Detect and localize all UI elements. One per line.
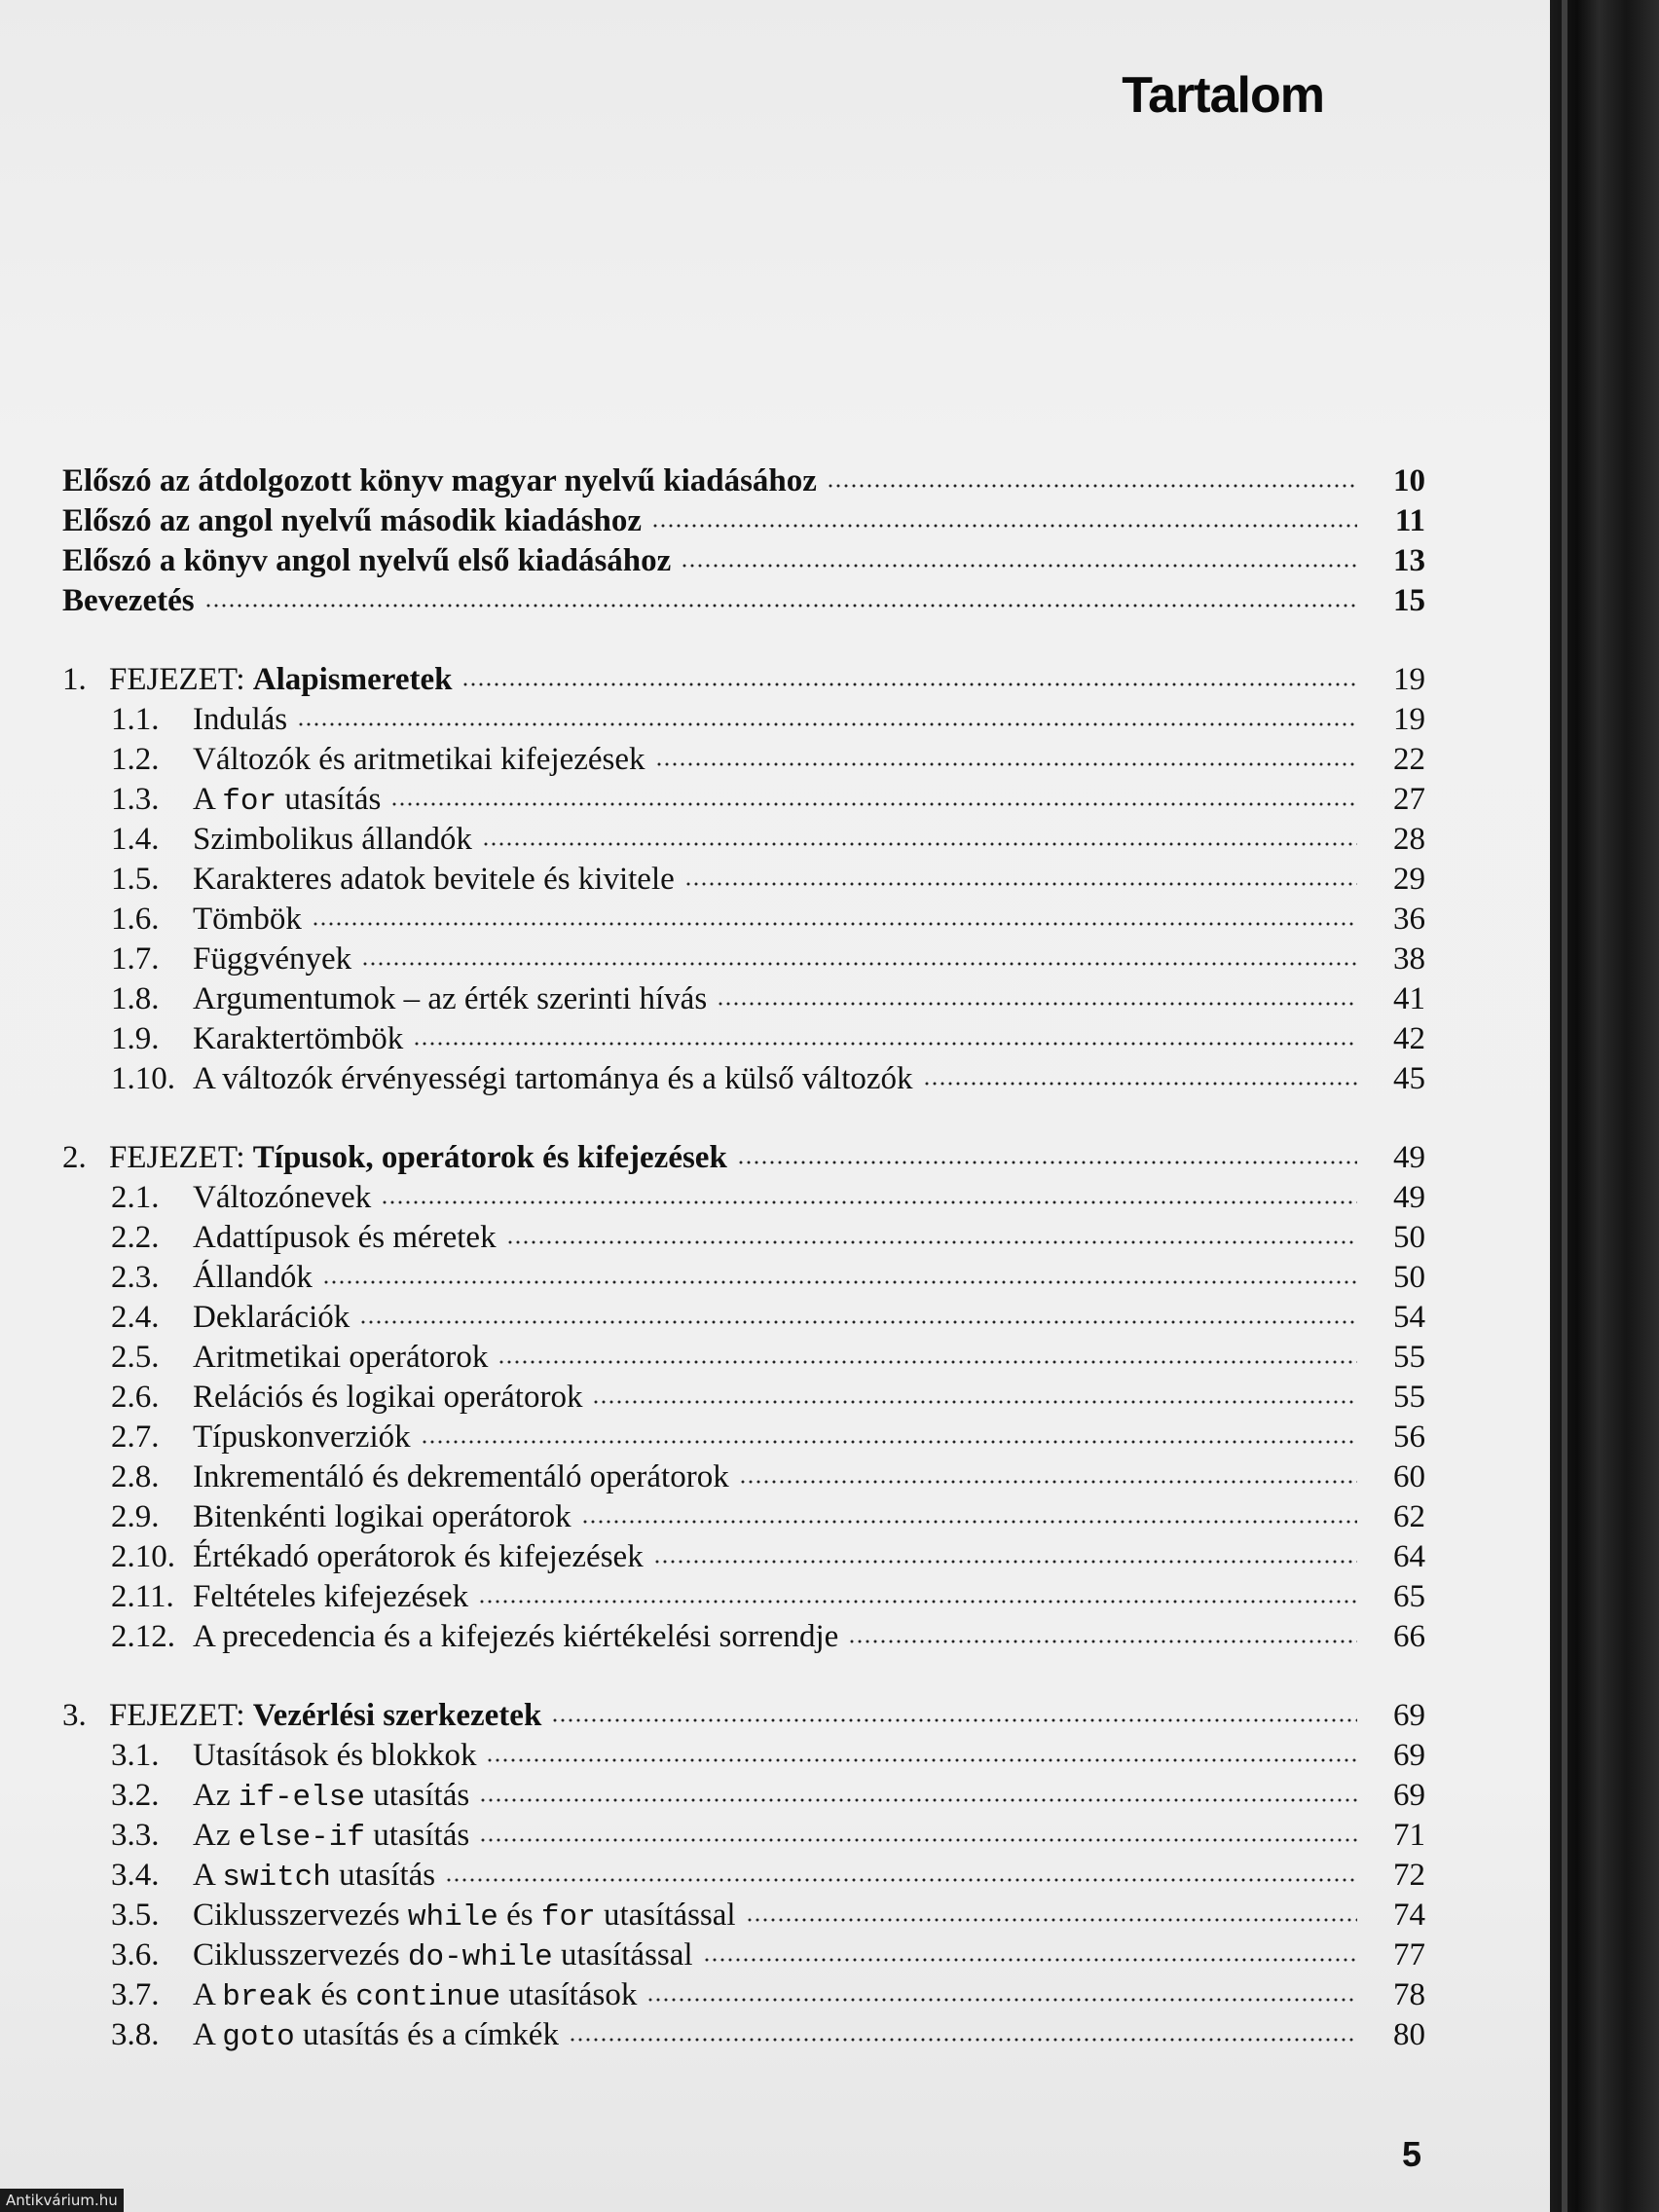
page-number: 5 [1402, 2134, 1422, 2174]
toc-front-entry [62, 501, 1425, 540]
toc-page-number: 60 [1393, 1459, 1425, 1494]
toc-section-entry [62, 1617, 1425, 1656]
dot-leader [361, 962, 1357, 966]
section-title-text: utasítással [595, 1898, 736, 1933]
section-title-text: Bitenkénti logikai operátorok [193, 1499, 571, 1534]
toc-chapter-entry [62, 1138, 1425, 1177]
section-title-text: Relációs és logikai operátorok [193, 1380, 583, 1415]
section-number: 3.1. [111, 1738, 160, 1773]
chapter-prefix: FEJEZET: [109, 1140, 245, 1175]
toc-entry-title [193, 1776, 469, 1818]
toc-section-entry [62, 780, 1425, 819]
code-keyword: break [222, 1980, 313, 2014]
section-title-text: A [193, 782, 223, 817]
code-keyword: goto [222, 2020, 295, 2054]
section-title-text: Karaktertömbök [193, 1021, 404, 1056]
toc-page-number: 29 [1393, 862, 1425, 897]
section-number: 2.2. [111, 1220, 160, 1255]
section-number: 1.7. [111, 941, 160, 977]
section-number: 3.6. [111, 1937, 160, 1972]
section-number: 2.7. [111, 1419, 160, 1455]
toc-section-entry [62, 1418, 1425, 1456]
toc-entry-title [193, 940, 351, 978]
dot-leader [717, 1002, 1357, 1006]
toc-entry-title [193, 1896, 736, 1937]
toc-entry-title [193, 1975, 637, 2017]
section-title-text: Indulás [193, 702, 288, 737]
section-number: 2.5. [111, 1340, 160, 1375]
toc-page-number: 42 [1393, 1021, 1425, 1056]
toc-section-entry [62, 1896, 1425, 1935]
section-number: 2.4. [111, 1300, 160, 1335]
toc-section-entry [62, 1736, 1425, 1775]
toc-section-entry [62, 2015, 1425, 2054]
dot-leader [297, 722, 1357, 726]
dot-leader [498, 1360, 1357, 1364]
toc-section-entry [62, 1019, 1425, 1058]
toc-entry-title [193, 1537, 644, 1576]
dot-leader [486, 1758, 1357, 1762]
toc-section-entry [62, 1856, 1425, 1895]
code-keyword: for [222, 785, 277, 819]
dot-leader [421, 1440, 1357, 1444]
toc-page-number: 49 [1393, 1140, 1425, 1175]
page-title: Tartalom [1122, 67, 1324, 124]
toc-page-number: 27 [1393, 782, 1425, 817]
toc-entry-title [193, 1338, 488, 1377]
toc-page-number: 45 [1393, 1061, 1425, 1096]
toc-section-entry [62, 1975, 1425, 2014]
dot-leader [684, 882, 1357, 886]
chapter-prefix: FEJEZET: [109, 1698, 245, 1733]
section-title-text: Az [193, 1778, 239, 1813]
dot-leader [592, 1400, 1357, 1404]
code-keyword: switch [222, 1861, 331, 1895]
dot-leader [204, 604, 1357, 608]
toc-section-entry [62, 1457, 1425, 1496]
toc-page-number: 10 [1393, 463, 1425, 498]
toc-section-entry [62, 1258, 1425, 1297]
toc-entry-title [193, 979, 707, 1018]
section-title-text: Inkrementáló és dekrementáló operátorok [193, 1459, 729, 1494]
section-title-text: Az [193, 1818, 239, 1853]
code-keyword: else-if [238, 1821, 365, 1855]
toc-page-number: 56 [1393, 1419, 1425, 1455]
chapter-number: 2. [62, 1140, 87, 1175]
toc-section-entry [62, 979, 1425, 1018]
binding-edge [1562, 0, 1567, 2212]
dot-leader [506, 1240, 1357, 1244]
section-title-text: utasítás [330, 1858, 436, 1893]
toc-entry-title [193, 860, 675, 899]
toc-entry-title [193, 900, 302, 939]
toc-page-number: 55 [1393, 1380, 1425, 1415]
section-title-text: Tömbök [193, 902, 302, 937]
toc-entry-title [193, 1218, 497, 1257]
toc-section-entry [62, 900, 1425, 939]
section-title-text: A [193, 2017, 223, 2052]
toc-page-number: 74 [1393, 1898, 1425, 1933]
dot-leader [359, 1320, 1357, 1324]
toc-page-number: 49 [1393, 1180, 1425, 1215]
toc-entry-title [193, 1457, 729, 1496]
section-number: 3.5. [111, 1898, 160, 1933]
section-title-text: Típuskonverziók [193, 1419, 411, 1455]
section-title-text: Ciklusszervezés [193, 1898, 408, 1933]
dot-leader [445, 1878, 1357, 1882]
dot-leader [703, 1958, 1357, 1962]
toc-section-entry [62, 1497, 1425, 1536]
dot-leader [646, 1998, 1357, 2002]
section-title-text: Változók és aritmetikai kifejezések [193, 742, 645, 777]
toc-entry-title [193, 1059, 913, 1098]
toc-section-entry [62, 1298, 1425, 1337]
toc-entry-title [193, 1577, 468, 1616]
toc-page-number: 72 [1393, 1858, 1425, 1893]
dot-leader [461, 682, 1357, 686]
section-title-text: Értékadó operátorok és kifejezések [193, 1539, 644, 1574]
toc-section-entry [62, 740, 1425, 779]
dot-leader [381, 1200, 1357, 1204]
toc-section-entry [62, 1178, 1425, 1217]
toc-section-entry [62, 1776, 1425, 1815]
toc-entry-title [193, 1298, 350, 1337]
section-number: 3.3. [111, 1818, 160, 1853]
dot-leader [827, 484, 1357, 488]
toc-section-entry [62, 1816, 1425, 1855]
section-title-text: Változónevek [193, 1180, 372, 1215]
section-title-text: A [193, 1977, 223, 2012]
section-number: 2.12. [111, 1619, 175, 1654]
dot-leader [479, 1838, 1357, 1842]
section-number: 1.1. [111, 702, 160, 737]
toc-page-number: 38 [1393, 941, 1425, 977]
section-title-text: Függvények [193, 941, 352, 977]
code-keyword: for [540, 1900, 596, 1935]
section-number: 3.7. [111, 1977, 160, 2012]
section-title-text: és [498, 1898, 541, 1933]
section-title-text: A változók érvényességi tartománya és a külső változók [193, 1061, 913, 1096]
code-keyword: if-else [238, 1781, 365, 1815]
section-title-text: Deklarációk [193, 1300, 350, 1335]
chapter-title: Vezérlési szerkezetek [252, 1698, 542, 1733]
section-title-text: Argumentumok – az érték szerinti hívás [193, 981, 708, 1016]
toc-page-number: 69 [1393, 1698, 1425, 1733]
toc-entry-title: Előszó a könyv angol nyelvű első kiadásához [62, 543, 672, 578]
toc-section-entry [62, 820, 1425, 859]
toc-page-number: 50 [1393, 1220, 1425, 1255]
dot-leader [923, 1082, 1357, 1086]
toc-page-number: 80 [1393, 2017, 1425, 2052]
toc-section-entry [62, 940, 1425, 978]
chapter-title: Alapismeretek [252, 662, 453, 697]
toc-entry-title [193, 1617, 838, 1656]
code-keyword: while [407, 1900, 498, 1935]
toc-page-number: 69 [1393, 1778, 1425, 1813]
toc-entry-title [193, 1178, 371, 1217]
section-title-text: A precedencia és a kifejezés kiértékelési sorrendje [193, 1619, 839, 1654]
toc-section-entry [62, 1059, 1425, 1098]
toc-page-number: 19 [1393, 662, 1425, 697]
section-number: 1.4. [111, 822, 160, 857]
dot-leader [479, 1798, 1357, 1802]
dot-leader [551, 1718, 1357, 1722]
toc-page-number: 77 [1393, 1937, 1425, 1972]
section-title-text: utasítások [500, 1977, 638, 2012]
toc-section-entry [62, 1218, 1425, 1257]
section-number: 1.6. [111, 902, 160, 937]
code-keyword: do-while [407, 1940, 553, 1974]
toc-page-number: 55 [1393, 1340, 1425, 1375]
dot-leader [322, 1280, 1357, 1284]
toc-entry-title [193, 1856, 435, 1898]
toc-entry-title [193, 1378, 582, 1417]
toc-entry-title [193, 820, 472, 859]
toc-page-number: 66 [1393, 1619, 1425, 1654]
toc-page-number: 62 [1393, 1499, 1425, 1534]
toc-section-entry [62, 860, 1425, 899]
toc-entry-title [193, 1019, 403, 1058]
dot-leader [312, 922, 1357, 926]
section-number: 3.2. [111, 1778, 160, 1813]
toc-page-number: 15 [1393, 583, 1425, 618]
toc-page-number: 36 [1393, 902, 1425, 937]
toc-page-number: 78 [1393, 1977, 1425, 2012]
toc-entry-title [193, 700, 287, 739]
toc-entry-title [193, 1497, 571, 1536]
section-title-text: utasítás [276, 782, 382, 817]
dot-leader [739, 1480, 1357, 1484]
section-title-text: Aritmetikai operátorok [193, 1340, 489, 1375]
toc-front-entry [62, 581, 1425, 620]
section-number: 3.4. [111, 1858, 160, 1893]
toc-page-number: 13 [1393, 543, 1425, 578]
toc-page-number: 64 [1393, 1539, 1425, 1574]
section-title-text: utasítással [552, 1937, 693, 1972]
section-number: 1.5. [111, 862, 160, 897]
chapter-title: Típusok, operátorok és kifejezések [252, 1140, 727, 1175]
section-number: 2.11. [111, 1579, 174, 1614]
toc-page-number: 71 [1393, 1818, 1425, 1853]
toc-page-number: 50 [1393, 1260, 1425, 1295]
toc-chapter-entry [62, 660, 1425, 699]
section-number: 1.3. [111, 782, 160, 817]
toc-page-number: 22 [1393, 742, 1425, 777]
section-number: 2.6. [111, 1380, 160, 1415]
toc-page-number: 54 [1393, 1300, 1425, 1335]
dot-leader [848, 1640, 1357, 1643]
toc-entry-title: Bevezetés [62, 583, 195, 618]
dot-leader [651, 524, 1357, 528]
section-title-text: és [313, 1977, 356, 2012]
toc-chapter-entry [62, 1696, 1425, 1735]
section-number: 1.2. [111, 742, 160, 777]
toc-entry-title: Előszó az átdolgozott könyv magyar nyelvű kiadásához [62, 463, 817, 498]
section-number: 2.1. [111, 1180, 160, 1215]
section-title-text: utasítás [364, 1778, 470, 1813]
section-number: 1.10. [111, 1061, 175, 1096]
section-title-text: Állandók [193, 1260, 313, 1295]
toc-front-entry [62, 461, 1425, 500]
code-keyword: continue [355, 1980, 501, 2014]
toc-entry-title [193, 2015, 559, 2057]
toc-front-entry [62, 541, 1425, 580]
toc-entry-title [193, 1936, 693, 1977]
section-title-text: Karakteres adatok bevitele és kivitele [193, 862, 675, 897]
section-title-text: Feltételes kifejezések [193, 1579, 469, 1614]
dot-leader [482, 842, 1357, 846]
section-title-text: Utasítások és blokkok [193, 1738, 477, 1773]
dot-leader [746, 1918, 1357, 1922]
toc-section-entry [62, 700, 1425, 739]
section-number: 2.3. [111, 1260, 160, 1295]
toc-entry-title [193, 740, 645, 779]
toc-page-number: 41 [1393, 981, 1425, 1016]
section-title-text: Ciklusszervezés [193, 1937, 408, 1972]
toc-page-number: 11 [1394, 503, 1425, 538]
dot-leader [390, 802, 1357, 806]
section-number: 2.9. [111, 1499, 160, 1534]
toc-entry-title [193, 1736, 476, 1775]
dot-leader [581, 1520, 1357, 1524]
toc-section-entry [62, 1537, 1425, 1576]
section-number: 2.10. [111, 1539, 175, 1574]
chapter-number: 1. [62, 662, 87, 697]
toc-entry-title: Előszó az angol nyelvű második kiadáshoz [62, 503, 643, 538]
dot-leader [478, 1600, 1357, 1604]
chapter-number: 3. [62, 1698, 87, 1733]
dot-leader [737, 1161, 1357, 1164]
toc-entry-title [193, 1418, 411, 1456]
chapter-prefix: FEJEZET: [109, 662, 245, 697]
toc-page-number: 65 [1393, 1579, 1425, 1614]
section-title-text: utasítás és a címkék [294, 2017, 559, 2052]
section-number: 1.9. [111, 1021, 160, 1056]
dot-leader [569, 2038, 1357, 2042]
section-number: 2.8. [111, 1459, 160, 1494]
toc-entry-title [193, 1816, 469, 1858]
dot-leader [413, 1042, 1357, 1046]
toc-page-number: 28 [1393, 822, 1425, 857]
toc-page-number: 69 [1393, 1738, 1425, 1773]
toc-section-entry [62, 1577, 1425, 1616]
section-number: 3.8. [111, 2017, 160, 2052]
toc-section-entry [62, 1378, 1425, 1417]
toc-section-entry [62, 1338, 1425, 1377]
section-title-text: utasítás [364, 1818, 470, 1853]
toc-entry-title [193, 780, 381, 822]
section-number: 1.8. [111, 981, 160, 1016]
section-title-text: Szimbolikus állandók [193, 822, 472, 857]
toc-entry-title [193, 1258, 313, 1297]
dot-leader [681, 564, 1357, 568]
toc-section-entry [62, 1936, 1425, 1974]
dot-leader [655, 762, 1357, 766]
section-title-text: Adattípusok és méretek [193, 1220, 497, 1255]
dot-leader [653, 1560, 1357, 1564]
section-title-text: A [193, 1858, 223, 1893]
watermark: Antikvárium.hu [0, 2189, 124, 2212]
toc-page-number: 19 [1393, 702, 1425, 737]
